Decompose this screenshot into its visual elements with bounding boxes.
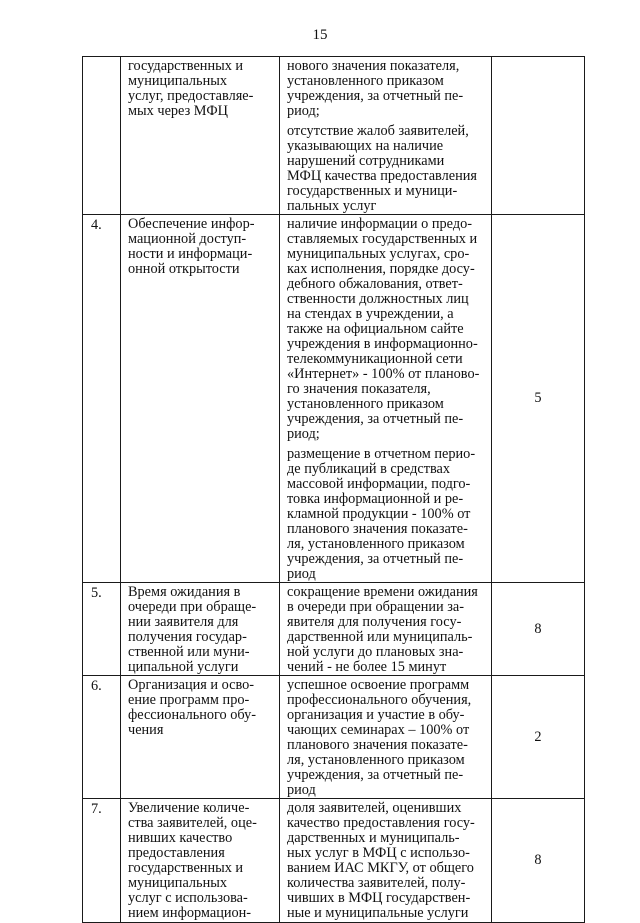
indicator-name-cell: [121, 215, 280, 583]
row-number: 5.: [83, 583, 121, 676]
criteria-cell: [280, 676, 492, 799]
table-row: [83, 583, 585, 676]
row-number: [83, 57, 121, 215]
row-number: 7.: [83, 799, 121, 923]
indicator-name: Увеличение количе- ства заявителей, оце- нивших качество предоставления государственных и муниципальных услуг с использова- нием информацион-: [128, 800, 257, 921]
row-number: 4.: [83, 215, 121, 583]
indicator-name-cell: [121, 799, 280, 923]
score-cell: 2: [492, 676, 585, 799]
indicator-name: государственных и муниципальных услуг, предоставляе- мых через МФЦ: [128, 58, 254, 119]
score-cell: 5: [492, 215, 585, 583]
indicator-name: Время ожидания в очереди при обраще- нии заявителя для получения государ- ственной или муни- ципальной услуги: [128, 584, 257, 675]
row-number: 6.: [83, 676, 121, 799]
criteria-table: [82, 56, 585, 923]
criterion-text: отсутствие жалоб заявителей, указывающих на наличие нарушений сотрудниками МФЦ качества предоставления государственных и муници- пальных услуг: [287, 123, 477, 214]
score-cell: 8: [492, 799, 585, 923]
criteria-cell: [280, 215, 492, 583]
criteria-cell: [280, 799, 492, 923]
criterion-text: нового значения показателя, установленного приказом учреждения, за отчетный пе- риод;: [287, 58, 464, 119]
page-number: 15: [312, 27, 328, 43]
criterion-text: доля заявителей, оценивших качество предоставления госу- дарственных и муниципаль- ных услуг в МФЦ с использо- ванием ИАС МКГУ, от общего количества заявителей, полу- чивших в МФЦ государствен- ные и муниципальные услуги: [287, 800, 475, 921]
criterion-text: размещение в отчетном перио- де публикаций в средствах массовой информации, подго- товка информационной и ре- кламной продукции - 100% от планового значения показате- ля, установленного приказом учреждения, за отчетный пе- риод: [287, 446, 476, 582]
indicator-name-cell: [121, 583, 280, 676]
indicator-name: Организация и осво- ение программ про- фессионального обу- чения: [128, 677, 257, 738]
criterion-text: успешное освоение программ профессионального обучения, организация и участие в обу- чающих семинарах – 100% от планового значения показате- ля, установленного приказом учреждения, за отчетный пе- риод: [287, 677, 472, 798]
indicator-name: Обеспечение инфор- мационной доступ- ности и информаци- онной открытости: [128, 216, 255, 277]
score-cell: [492, 57, 585, 215]
criteria-cell: [280, 583, 492, 676]
indicator-name-cell: [121, 676, 280, 799]
table-row: [83, 676, 585, 799]
score-cell: 8: [492, 583, 585, 676]
table-row: [83, 57, 585, 215]
criterion-text: сокращение времени ожидания в очереди при обращении за- явителя для получения госу- дарственной или муниципаль- ной услуги до плановых зна- чений - не более 15 минут: [287, 584, 478, 675]
indicator-name-cell: [121, 57, 280, 215]
criteria-cell: [280, 57, 492, 215]
table-row: [83, 215, 585, 583]
criterion-text: наличие информации о предо- ставляемых государственных и муниципальных услугах, сро- ках исполнения, порядке досу- дебного обжалования, ответ- ственности должностных лиц на стендах в учреждении, а также на официальном сайте учреждения в информационно- телекоммуникационной сети «Интернет» - 100% от планово- го значения показателя, установленного приказом учреждения, за отчетный пе- риод;: [287, 216, 480, 442]
table-row: [83, 799, 585, 923]
